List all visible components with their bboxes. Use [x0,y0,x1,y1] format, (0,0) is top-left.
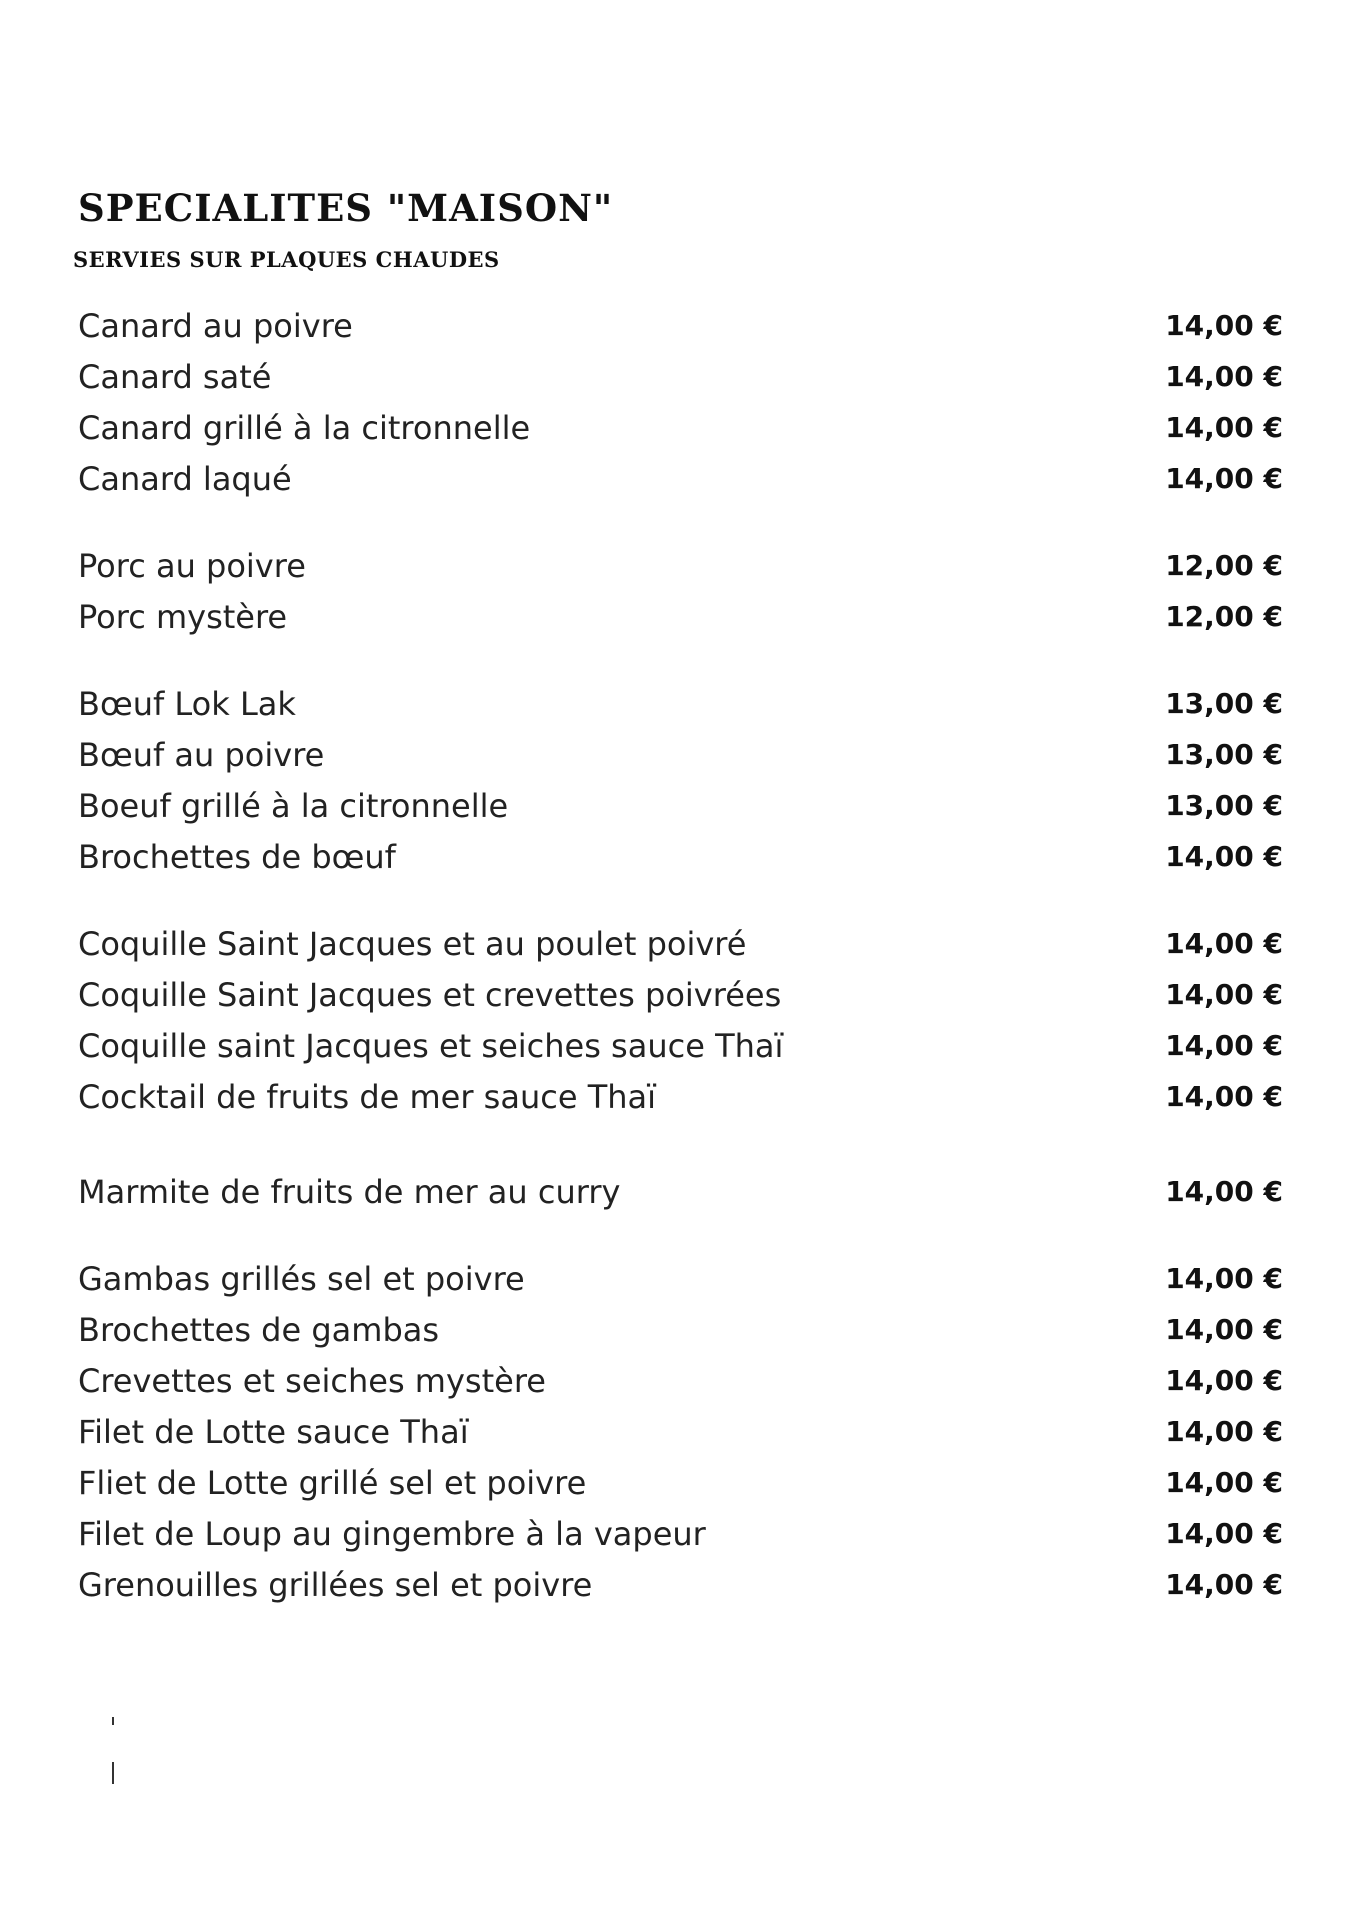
menu-item [78,1167,1283,1217]
menu-item-price: 14,00 € [1165,309,1283,342]
menu-item [78,1356,1283,1406]
menu-item-price: 14,00 € [1165,462,1283,495]
scan-mark [112,1717,114,1725]
menu-item-name: Cocktail de fruits de mer sauce Thaï [78,1078,657,1116]
menu-item-price: 14,00 € [1165,360,1283,393]
menu-item [78,781,1283,831]
menu-item [78,1407,1283,1457]
menu-item [78,832,1283,882]
menu-item-price: 14,00 € [1165,1517,1283,1550]
menu-item-price: 14,00 € [1165,411,1283,444]
menu-item-price: 13,00 € [1165,687,1283,720]
menu-item-price: 14,00 € [1165,840,1283,873]
menu-item-price: 14,00 € [1165,1313,1283,1346]
menu-item-name: Crevettes et seiches mystère [78,1362,546,1400]
menu-item-name: Grenouilles grillées sel et poivre [78,1566,593,1604]
menu-item-price: 14,00 € [1165,1262,1283,1295]
menu-item-name: Brochettes de gambas [78,1311,440,1349]
menu-item-price: 14,00 € [1165,978,1283,1011]
menu-item-name: Coquille Saint Jacques et au poulet poivré [78,925,747,963]
menu-item [78,1254,1283,1304]
menu-item [78,919,1283,969]
menu-item-name: Porc mystère [78,598,288,636]
menu-item-price: 14,00 € [1165,1466,1283,1499]
menu-item-price: 14,00 € [1165,1364,1283,1397]
scan-mark [112,1762,114,1784]
menu-item-name: Coquille Saint Jacques et crevettes poivrées [78,976,782,1014]
menu-item [78,454,1283,504]
menu-item-price: 12,00 € [1165,549,1283,582]
menu-item [78,679,1283,729]
menu-item [78,592,1283,642]
menu-item-name: Filet de Lotte sauce Thaï [78,1413,469,1451]
menu-item-price: 14,00 € [1165,1080,1283,1113]
menu-item-price: 13,00 € [1165,789,1283,822]
menu-item [78,730,1283,780]
menu-item-price: 12,00 € [1165,600,1283,633]
menu-item [78,1305,1283,1355]
menu-item-name: Canard laqué [78,460,292,498]
menu-item [78,541,1283,591]
menu-item-price: 14,00 € [1165,1029,1283,1062]
menu-item-name: Canard saté [78,358,272,396]
menu-item-name: Gambas grillés sel et poivre [78,1260,525,1298]
page-title: SPECIALITES "MAISON" [78,186,614,230]
menu-item-name: Canard grillé à la citronnelle [78,409,531,447]
menu-item-name: Boeuf grillé à la citronnelle [78,787,509,825]
menu-item [78,1560,1283,1610]
menu-item-price: 14,00 € [1165,1568,1283,1601]
menu-item-price: 14,00 € [1165,1175,1283,1208]
menu-item [78,1072,1283,1122]
menu-item [78,1509,1283,1559]
menu-item-price: 13,00 € [1165,738,1283,771]
page-subtitle: SERVIES SUR PLAQUES CHAUDES [73,247,500,272]
menu-item-price: 14,00 € [1165,927,1283,960]
menu-item-name: Porc au poivre [78,547,306,585]
menu-item-name: Filet de Loup au gingembre à la vapeur [78,1515,706,1553]
menu-item-name: Brochettes de bœuf [78,838,396,876]
menu-item [78,403,1283,453]
menu-item-name: Bœuf Lok Lak [78,685,296,723]
menu-item-name: Bœuf au poivre [78,736,325,774]
menu-item [78,1458,1283,1508]
menu-item-name: Coquille saint Jacques et seiches sauce Thaï [78,1027,784,1065]
menu-item [78,970,1283,1020]
menu-item [78,301,1283,351]
menu-item-name: Canard au poivre [78,307,353,345]
menu-item [78,1021,1283,1071]
menu-item-name: Marmite de fruits de mer au curry [78,1173,621,1211]
menu-item [78,352,1283,402]
menu-item-price: 14,00 € [1165,1415,1283,1448]
menu-item-name: Fliet de Lotte grillé sel et poivre [78,1464,587,1502]
